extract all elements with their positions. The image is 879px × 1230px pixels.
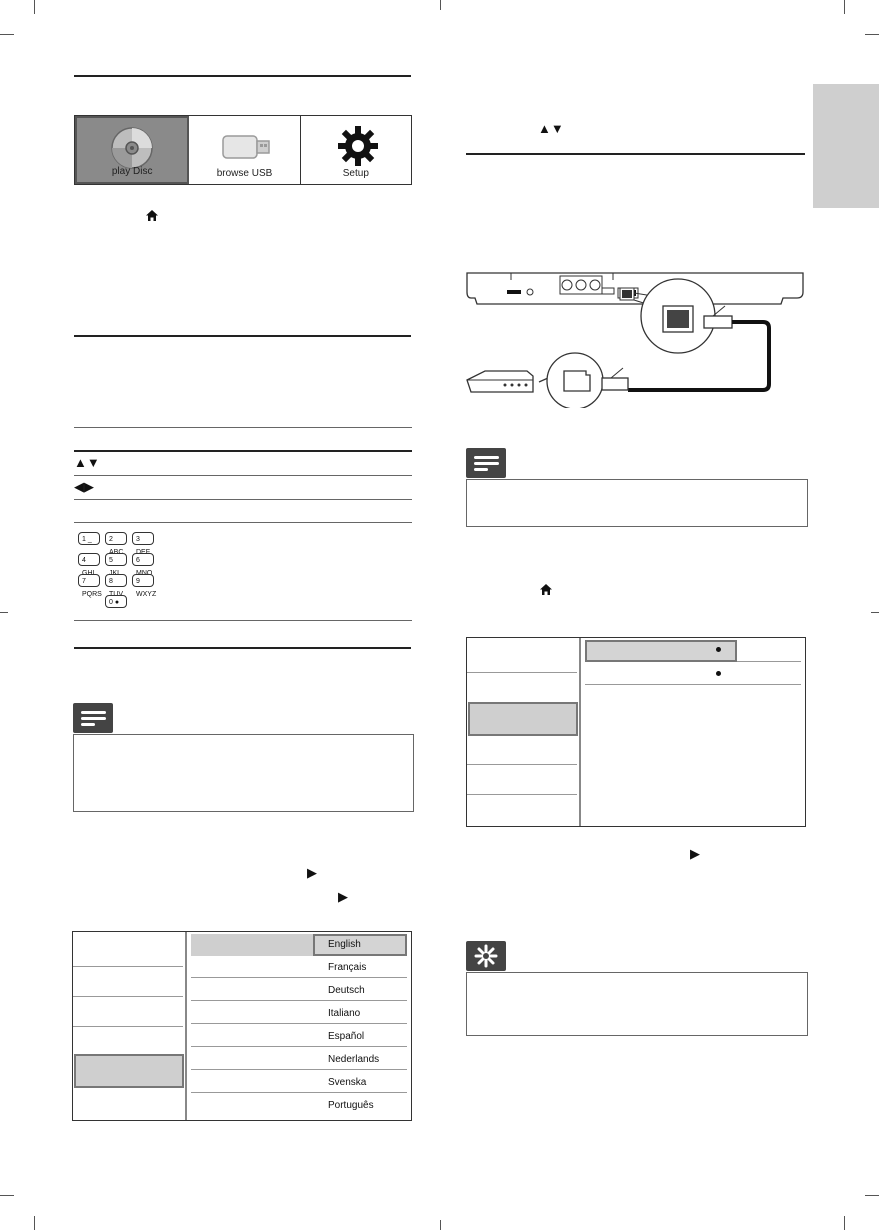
language-option[interactable]: Français: [328, 962, 367, 973]
key-7: 7 PQRS: [78, 574, 100, 587]
table-rule: [74, 475, 412, 476]
section-rule: [74, 647, 411, 649]
key-9: 9 WXYZ: [132, 574, 154, 587]
option-dot: [716, 671, 721, 676]
note-icon: [73, 703, 113, 733]
key-3: 3 DEF: [132, 532, 154, 545]
right-arrow-icon: ▶: [690, 846, 700, 861]
up-down-arrows-icon: ▲▼: [74, 455, 100, 470]
home-item-label: play Disc: [111, 166, 153, 177]
section-rule: [74, 75, 411, 77]
key-0: 0 ●: [105, 595, 127, 608]
right-arrow-icon: ▶: [307, 865, 317, 880]
section-rule: [466, 153, 805, 155]
home-icon: [146, 210, 158, 221]
right-arrow-icon: ▶: [338, 889, 348, 904]
language-option[interactable]: Italiano: [328, 1008, 361, 1019]
tip-icon: [466, 941, 506, 971]
home-menu: [74, 115, 412, 185]
home-item-browse-usb[interactable]: [189, 116, 300, 184]
key-8: 8 TUV: [105, 574, 127, 587]
language-option[interactable]: English: [328, 939, 361, 950]
table-rule: [74, 499, 412, 500]
home-icon: [540, 584, 552, 595]
note-box: [466, 479, 808, 527]
home-item-play-disc[interactable]: [75, 116, 189, 184]
language-menu: [72, 931, 412, 1121]
key-4: 4 GHI: [78, 553, 100, 566]
left-right-arrows-icon: ◀▶: [74, 479, 94, 494]
table-rule: [74, 522, 412, 523]
key-1: 1 _: [78, 532, 100, 545]
tip-box: [466, 972, 808, 1036]
language-option[interactable]: Deutsch: [328, 985, 365, 996]
usb-drive-icon: [217, 126, 273, 166]
key-6: 6 MNO: [132, 553, 154, 566]
language-option[interactable]: Svenska: [328, 1077, 367, 1088]
table-rule: [74, 620, 412, 621]
gear-icon: [336, 124, 380, 168]
language-option[interactable]: Português: [328, 1100, 374, 1111]
key-5: 5 JKL: [105, 553, 127, 566]
menu-category-selected[interactable]: [74, 1054, 184, 1088]
home-item-setup[interactable]: [301, 116, 411, 184]
language-option[interactable]: Nederlands: [328, 1054, 380, 1065]
up-down-arrows-icon: ▲▼: [538, 121, 564, 136]
section-rule: [74, 335, 411, 337]
menu-category-selected[interactable]: [468, 702, 578, 736]
note-box: [73, 734, 414, 812]
note-icon: [466, 448, 506, 478]
home-item-label: browse USB: [216, 168, 273, 179]
table-rule: [74, 427, 412, 428]
table-rule: [74, 450, 412, 452]
home-item-label: Setup: [342, 168, 369, 179]
language-tab: [813, 84, 879, 208]
option-dot: [716, 647, 721, 652]
network-connection-diagram: [463, 268, 808, 408]
language-option[interactable]: Español: [328, 1031, 365, 1042]
key-2: 2 ABC: [105, 532, 127, 545]
setup-option-selected[interactable]: [585, 640, 737, 662]
setup-menu: [466, 637, 806, 827]
